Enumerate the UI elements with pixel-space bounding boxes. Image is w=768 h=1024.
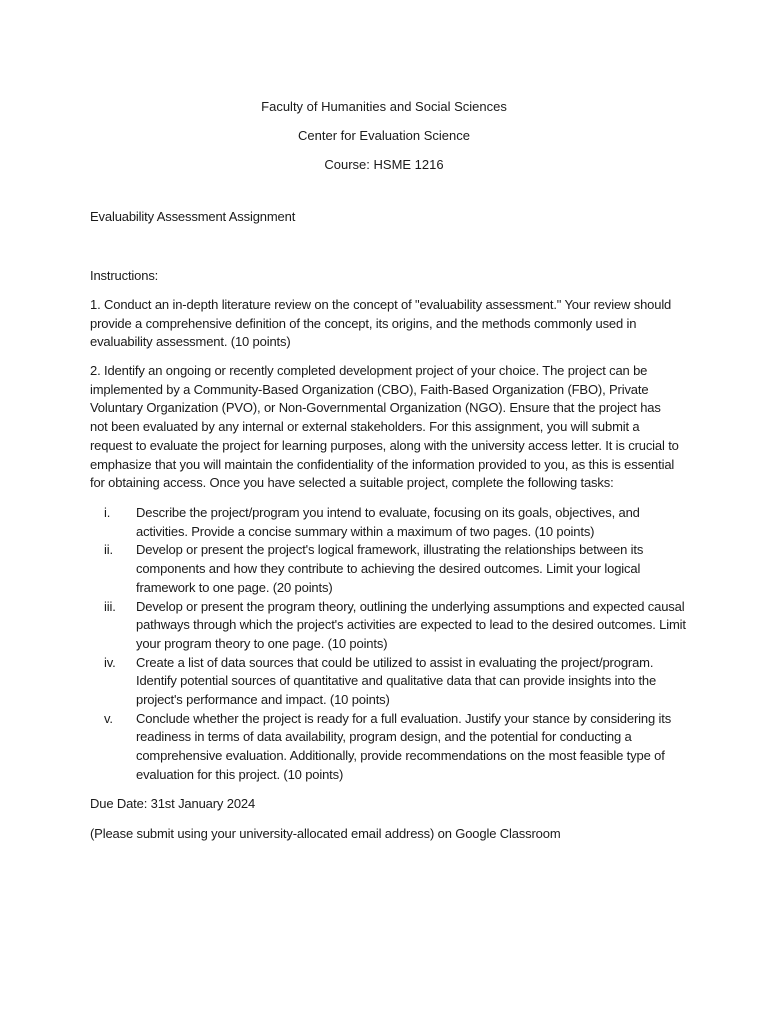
instruction-paragraph-1: 1. Conduct an in-depth literature review on the concept of "evaluability assessment." Your review should provide a comprehensive definition of the concept, its origins, and the methods commonly used in evaluability assessment. (10 points) bbox=[90, 297, 672, 350]
task-item bbox=[90, 504, 690, 541]
faculty-name: Faculty of Humanities and Social Sciences bbox=[261, 99, 507, 114]
task-number: iii. bbox=[104, 598, 116, 614]
task-item bbox=[90, 541, 690, 597]
submission-note: (Please submit using your university-allocated email address) on Google Classroom bbox=[90, 826, 561, 841]
task-text: Conclude whether the project is ready for a full evaluation. Justify your stance by considering its readiness in terms of data availability, program design, and the potential for conducting a comprehensive evaluation. Additionally, provide recommendations on the most feasible type of evaluation for this project. (10 points) bbox=[136, 710, 672, 782]
center-name: Center for Evaluation Science bbox=[298, 128, 470, 143]
task-item bbox=[90, 710, 690, 785]
task-number: v. bbox=[104, 710, 113, 726]
task-text: Create a list of data sources that could be utilized to assist in evaluating the project/program. Identify potential sources of quantitative and qualitative data that can provide insights into the project's performance and impact. (10 points) bbox=[136, 654, 657, 708]
task-item bbox=[90, 654, 690, 710]
assignment-title: Evaluability Assessment Assignment bbox=[90, 209, 296, 224]
task-number: iv. bbox=[104, 654, 116, 670]
course-code: Course: HSME 1216 bbox=[324, 157, 444, 172]
task-number: ii. bbox=[104, 542, 113, 558]
task-number: i. bbox=[104, 505, 111, 520]
task-text: Develop or present the project's logical framework, illustrating the relationships between its components and how they contribute to achieving the desired outcomes. Limit your logical framework to one page. (20 points) bbox=[136, 542, 644, 595]
document-header bbox=[0, 92, 768, 179]
task-list bbox=[90, 504, 690, 785]
instruction-paragraph-2: 2. Identify an ongoing or recently completed development project of your choice. The project can be implemented by a Community-Based Organization (CBO), Faith-Based Organization (FBO), Private Voluntary Organization (PVO), or Non-Governmental Organization (NGO). Ensure that the project has not been evaluated by any internal or external stakeholders. For this assignment, you will submit a request to evaluate the project for learning purposes, along with the university access letter. It is crucial to emphasize that you will maintain the confidentiality of the information provided to you, as this is essential for obtaining access. Once you have selected a suitable project, complete the following tasks: bbox=[90, 363, 679, 491]
due-date: Due Date: 31st January 2024 bbox=[90, 796, 256, 811]
task-item bbox=[90, 598, 690, 654]
task-text: Develop or present the program theory, outlining the underlying assumptions and expected causal pathways through which the project's activities are expected to lead to the desired outcomes. Limit your program theory to one page. (10 points) bbox=[136, 598, 686, 651]
instructions-label: Instructions: bbox=[90, 268, 159, 283]
task-text: Describe the project/program you intend to evaluate, focusing on its goals, objectives, and activities. Provide a concise summary within a maximum of two pages. (10 points) bbox=[136, 505, 640, 539]
